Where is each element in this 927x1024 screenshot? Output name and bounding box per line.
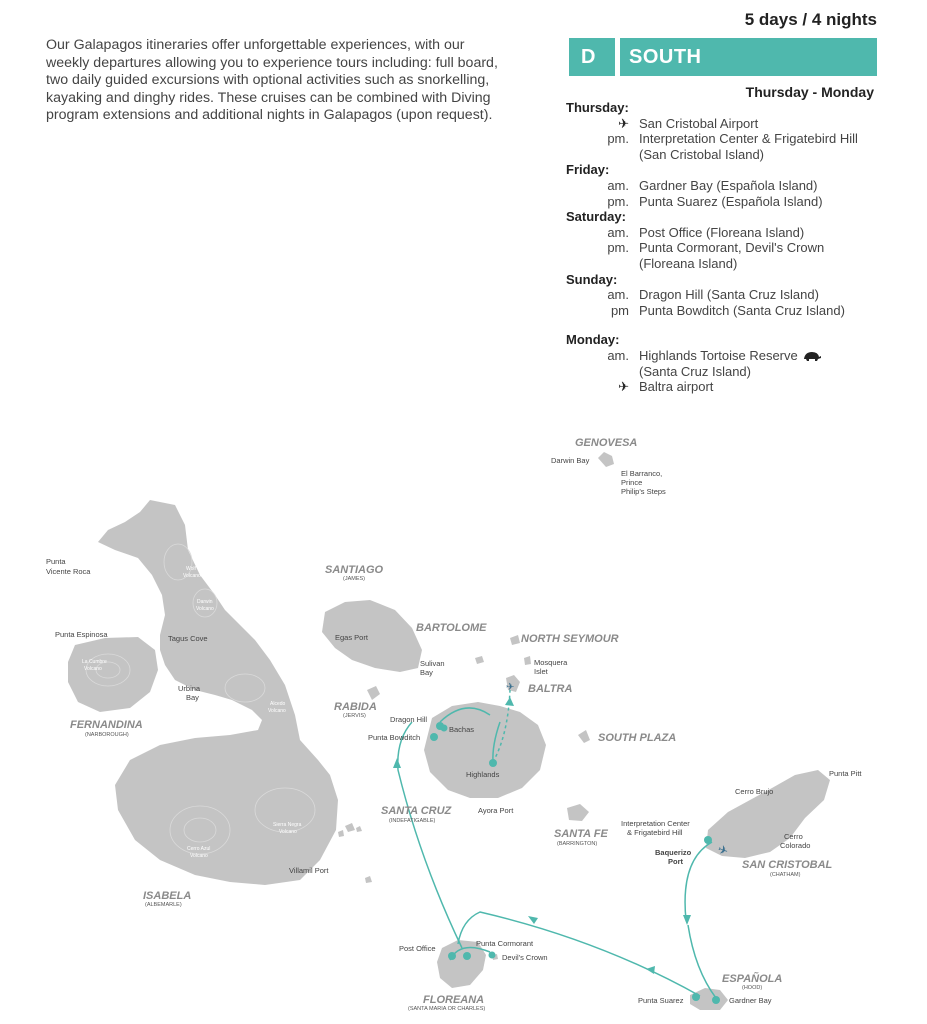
place-label: Punta Suarez — [638, 996, 684, 1005]
place-label: Mosquera — [534, 658, 568, 667]
day-monday: Monday: — [566, 332, 620, 348]
day-thursday: Thursday: — [566, 100, 629, 115]
place-label: Darwin Bay — [551, 456, 590, 465]
island-label: BARTOLOME — [416, 622, 487, 634]
island-label: GENOVESA — [575, 437, 638, 449]
place-label: Urbina — [178, 684, 201, 693]
island-sublabel: (CHATHAM) — [770, 872, 801, 878]
island-label: SOUTH PLAZA — [598, 732, 677, 744]
itinerary-row: pm. Punta Cormorant, Devil's Crown — [607, 240, 825, 256]
place-label: Cerro Azul — [187, 846, 211, 852]
day-sunday: Sunday: — [566, 271, 618, 287]
island-label: SANTA CRUZ — [381, 805, 452, 817]
place-label: El Barranco, — [621, 469, 663, 478]
place-label: Gardner Bay — [729, 996, 772, 1005]
place-label: Post Office — [399, 944, 436, 953]
bartolome-island — [475, 656, 484, 664]
island-sublabel: (ALBEMARLE) — [145, 902, 182, 908]
place-label: Prince — [621, 478, 643, 487]
place-label: Punta Cormorant — [476, 939, 534, 948]
place-label: Tagus Cove — [168, 634, 208, 643]
itinerary-letter: D — [581, 46, 596, 68]
island-sublabel: (JAMES) — [343, 576, 365, 582]
day-saturday: Saturday: — [566, 209, 626, 225]
island-label: NORTH SEYMOUR — [521, 633, 619, 645]
island-sublabel: (INDEFATIGABLE) — [389, 818, 436, 824]
place-label: Volcano — [84, 666, 102, 672]
place-label: Cerro Brujo — [735, 787, 774, 796]
place-label: Sierra Negra — [273, 822, 302, 828]
itinerary-row: am. Post Office (Floreana Island) — [607, 224, 805, 240]
island-sublabel: (HOOD) — [742, 985, 763, 991]
island-label: FLOREANA — [423, 994, 485, 1006]
itinerary-row: ✈ Baltra airport — [566, 379, 906, 395]
itinerary-row: pm. Interpretation Center & Frigatebird Hill — [607, 131, 858, 147]
place-label: Cerro — [784, 832, 803, 841]
intro-paragraph: Our Galapagos itineraries offer unforgettable experiences, with our weekly departures allowing you to experience tours including: full board, two daily guided excursions with optional activities such as snorkelling, kayaking and dinghy rides. These cruises can be combined with Diving program extensions and additional nights in Galapagos (upon request). — [46, 37, 498, 123]
itinerary-row: am. Highlands Tortoise Reserve — [566, 348, 906, 364]
place-label: Egas Port — [335, 633, 368, 642]
itinerary-row: am. Dragon Hill (Santa Cruz Island) — [607, 287, 819, 303]
place-label: Bay — [420, 668, 433, 677]
plane-icon: ✈ — [618, 379, 629, 395]
place-label: Punta Bowditch — [368, 733, 421, 742]
island-label: SAN CRISTOBAL — [742, 859, 833, 871]
place-label: Alcedo — [270, 701, 286, 707]
place-label: Punta Pitt — [829, 769, 862, 778]
itinerary-row: pm. Punta Suarez (Española Island) — [607, 193, 823, 209]
itinerary-row: (Santa Cruz Island) — [639, 363, 751, 379]
place-label: Volcano — [268, 708, 286, 714]
place-label: Volcano — [190, 853, 208, 859]
itinerary-row: ✈ San Cristobal Airport — [566, 116, 906, 132]
itinerary-row: (Floreana Island) — [639, 255, 738, 271]
mosquera-islet — [524, 656, 531, 665]
place-label: Sulivan — [420, 659, 445, 668]
itinerary-row: pm Punta Bowditch (Santa Cruz Island) — [610, 302, 845, 318]
island-label: SANTA FE — [554, 828, 608, 840]
itinerary-name: SOUTH — [629, 46, 702, 68]
place-label: & Frigatebird Hill — [627, 828, 683, 837]
island-sublabel: (SANTA MARIA OR CHARLES) — [408, 1006, 486, 1012]
north-seymour-island — [510, 635, 520, 645]
place-label: Volcano — [183, 573, 201, 579]
place-label: Interpretation Center — [621, 819, 690, 828]
route-segment — [688, 925, 716, 998]
place-label: Port — [668, 857, 683, 866]
island-label: BALTRA — [528, 683, 573, 695]
place-label: Devil's Crown — [502, 953, 548, 962]
place-label: Vicente Roca — [46, 567, 91, 576]
fernandina-island — [68, 637, 158, 712]
place-label: Villamil Port — [289, 866, 329, 875]
plane-icon: ✈ — [618, 115, 629, 131]
island-sublabel: (JERVIS) — [343, 713, 366, 719]
place-label: Philip's Steps — [621, 487, 666, 496]
island-label: ESPAÑOLA — [722, 973, 783, 985]
days-range: Thursday - Monday — [745, 84, 874, 100]
place-label: Volcano — [279, 829, 297, 835]
island-label: ISABELA — [143, 890, 192, 902]
place-label: Highlands — [466, 770, 500, 779]
day-friday: Friday: — [566, 162, 610, 178]
place-label: Ayora Port — [478, 806, 514, 815]
place-label: Colorado — [780, 841, 811, 850]
place-label: La Cumbre — [82, 659, 107, 665]
plane-icon: ✈ — [715, 842, 731, 859]
itinerary-row: am. Gardner Bay (Española Island) — [607, 177, 818, 193]
place-label: Baquerizo — [655, 848, 692, 857]
island-sublabel: (NARBOROUGH) — [85, 732, 129, 738]
island-label: RABIDA — [334, 701, 377, 713]
rabida-island — [367, 686, 380, 700]
place-label: Dragon Hill — [390, 715, 428, 724]
place-label: Bay — [186, 693, 199, 702]
place-label: Bachas — [449, 725, 475, 734]
place-label: Darwin — [197, 599, 213, 605]
island-label: SANTIAGO — [325, 564, 384, 576]
place-label: Wolf — [186, 566, 196, 572]
itinerary-row: (San Cristobal Island) — [639, 146, 764, 162]
place-label: Punta Espinosa — [55, 630, 108, 639]
south-plaza-island — [578, 730, 590, 743]
genovesa-island — [598, 452, 614, 467]
plane-icon: ✈ — [506, 682, 515, 693]
place-label: Punta — [46, 557, 66, 566]
island-label: FERNANDINA — [70, 719, 143, 731]
island-sublabel: (BARRINGTON) — [557, 841, 598, 847]
place-label: Volcano — [196, 606, 214, 612]
duration-label: 5 days / 4 nights — [744, 10, 877, 29]
santa-cruz-island — [424, 702, 546, 798]
santa-fe-island — [567, 804, 589, 821]
place-label: Islet — [534, 667, 548, 676]
